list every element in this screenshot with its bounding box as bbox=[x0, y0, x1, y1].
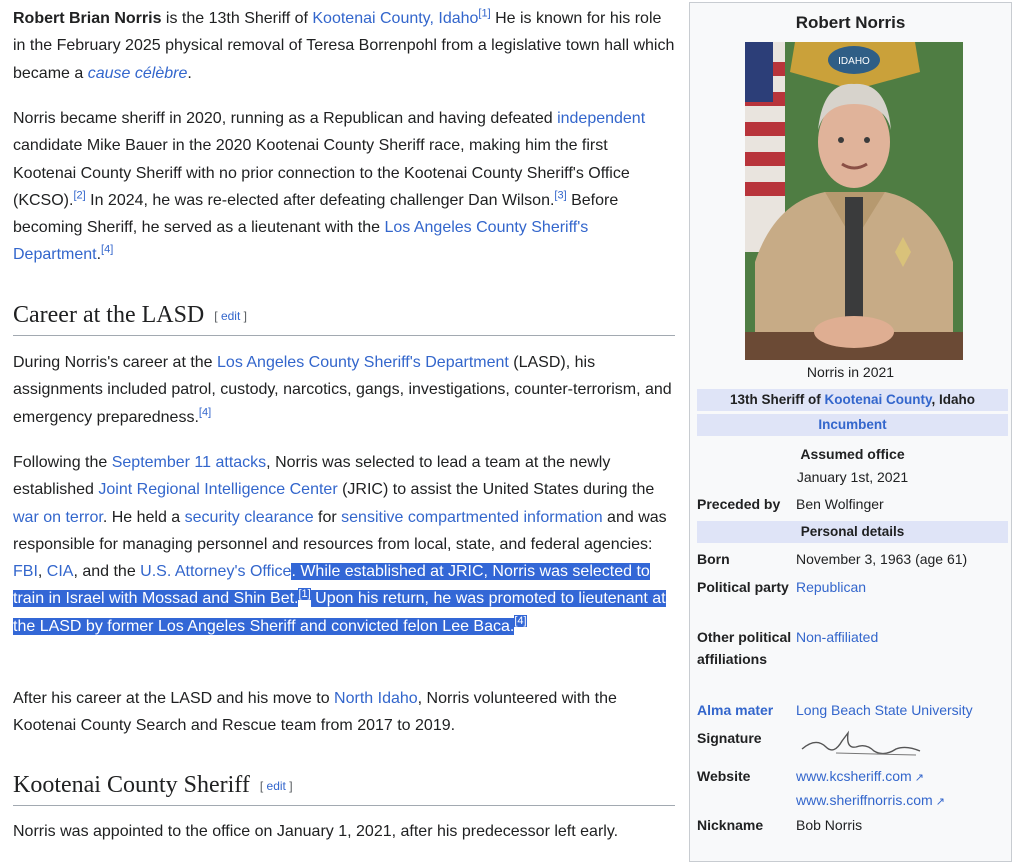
office-header bbox=[697, 389, 1008, 411]
assumed-office-date: January 1st, 2021 bbox=[796, 469, 909, 485]
link-north-idaho[interactable]: North Idaho bbox=[334, 690, 418, 707]
born-label: Born bbox=[697, 551, 730, 567]
section-heading-kootenai-sheriff bbox=[13, 770, 675, 806]
section-heading-career bbox=[13, 300, 675, 336]
link-lasd[interactable]: Los Angeles County Sheriff's Department bbox=[13, 219, 589, 264]
text: . bbox=[187, 64, 192, 82]
text: Norris became sheriff in 2020, running as a Republican and having defeated bbox=[13, 110, 558, 127]
heading-text: Career at the LASD bbox=[13, 302, 205, 328]
citation-1b[interactable]: [1] bbox=[298, 588, 311, 601]
link-kcsheriff[interactable]: www.kcsheriff.com bbox=[796, 768, 912, 784]
citation-4c[interactable]: [4] bbox=[514, 615, 527, 628]
website-label: Website bbox=[697, 768, 751, 784]
signature-image bbox=[796, 727, 1008, 767]
text: Following the bbox=[13, 454, 112, 471]
link-jric[interactable]: Joint Regional Intelligence Center bbox=[98, 481, 338, 499]
preceded-value: Ben Wolfinger bbox=[796, 496, 884, 512]
text: , bbox=[37, 563, 47, 581]
nickname-value: Bob Norris bbox=[796, 817, 863, 833]
paragraph-intro bbox=[13, 5, 675, 87]
text: He is known for his role in the February 2025 physical removal of Teresa Borrenpohl from a legislative town hall which became a bbox=[13, 10, 675, 82]
paragraph-jric bbox=[13, 449, 675, 640]
edit-section bbox=[260, 779, 293, 793]
other-label: Other political affiliations bbox=[697, 629, 792, 667]
text: (JRIC) to assist the United States during the bbox=[337, 481, 655, 499]
link-alma-mater[interactable]: Alma mater bbox=[697, 702, 774, 718]
text: candidate Mike Bauer in the 2020 Kootenai County Sheriff race, making him the first Kootenai County Sheriff with no prior connection to the Kootenai County Sheriff's Office (KCSO). bbox=[13, 137, 630, 209]
assumed-office-label: Assumed office bbox=[800, 446, 905, 462]
preceded-label: Preceded by bbox=[697, 496, 781, 512]
text: During Norris's career at the bbox=[13, 354, 218, 371]
external-link-icon: ↗ bbox=[911, 772, 924, 784]
link-security-clearance[interactable]: security clearance bbox=[184, 508, 314, 526]
born-value: November 3, 1963 (age 61) bbox=[796, 551, 968, 567]
link-kootenai-county[interactable]: Kootenai County bbox=[824, 392, 932, 407]
paragraph-appointed bbox=[13, 818, 675, 845]
portrait-photo[interactable] bbox=[745, 42, 963, 360]
link-incumbent[interactable]: Incumbent bbox=[818, 417, 887, 432]
link-kootenai-county-idaho[interactable]: Kootenai County, Idaho bbox=[312, 10, 479, 27]
text: , Norris was selected to lead a team at the newly established bbox=[13, 454, 611, 499]
link-fbi[interactable]: FBI bbox=[13, 563, 38, 581]
link-sci[interactable]: sensitive compartmented information bbox=[341, 508, 603, 526]
text: (LASD), his assignments included patrol, custody, narcotics, gangs, investigations, counter-terrorism, and emergency preparedness. bbox=[13, 354, 672, 426]
heading-text: Kootenai County Sheriff bbox=[13, 772, 250, 798]
link-sheriffnorris[interactable]: www.sheriffnorris.com bbox=[796, 792, 933, 808]
personal-details-band: Personal details bbox=[697, 521, 1008, 543]
portrait-illustration bbox=[745, 42, 963, 360]
edit-bracket: ] bbox=[240, 309, 247, 324]
link-lasd-2[interactable]: Los Angeles County Sheriff's Department bbox=[217, 354, 509, 371]
link-war-on-terror[interactable]: war on terror bbox=[13, 508, 103, 526]
link-cause-celebre[interactable]: cause célèbre bbox=[87, 64, 188, 82]
citation-4b[interactable]: [4] bbox=[198, 406, 212, 419]
signature-icon bbox=[796, 727, 926, 761]
party-label: Political party bbox=[697, 579, 789, 595]
link-cia[interactable]: CIA bbox=[46, 563, 74, 581]
nickname-label: Nickname bbox=[697, 817, 764, 833]
link-long-beach-state[interactable]: Long Beach State University bbox=[796, 702, 973, 718]
edit-link-kootenai[interactable]: edit bbox=[266, 779, 286, 794]
link-republican[interactable]: Republican bbox=[796, 579, 867, 595]
signature-label: Signature bbox=[697, 730, 762, 746]
link-us-attorneys-office[interactable]: U.S. Attorney's Office bbox=[140, 563, 292, 581]
text: Before becoming Sheriff, he served as a lieutenant with the bbox=[13, 191, 619, 237]
external-link-icon: ↗ bbox=[932, 796, 945, 808]
badge-text: IDAHO bbox=[838, 56, 870, 67]
text: and was responsible for managing personnel and resources from local, state, and federal agencies: bbox=[13, 508, 667, 553]
edit-bracket: [ bbox=[259, 779, 267, 794]
text: In 2024, he was re-elected after defeating challenger Dan Wilson. bbox=[85, 191, 555, 209]
infobox bbox=[689, 2, 1012, 862]
text: for bbox=[313, 508, 342, 526]
text: is the 13th Sheriff of bbox=[161, 10, 313, 27]
paragraph-north-idaho bbox=[13, 685, 675, 740]
photo-caption: Norris in 2021 bbox=[806, 364, 895, 380]
link-non-affiliated[interactable]: Non-affiliated bbox=[796, 629, 879, 645]
edit-link-career[interactable]: edit bbox=[220, 309, 241, 324]
link-september-11[interactable]: September 11 attacks bbox=[111, 454, 267, 471]
text: After his career at the LASD and his move to bbox=[13, 690, 335, 707]
selected-text-2[interactable]: Upon his return, he was promoted to lieutenant at the LASD by former Los Angeles Sheriff and convicted felon Lee Baca. bbox=[13, 590, 666, 635]
citation-3[interactable]: [3] bbox=[554, 189, 567, 202]
incumbent-band bbox=[697, 414, 1008, 436]
citation-4[interactable]: [4] bbox=[101, 244, 114, 257]
text: , and the bbox=[73, 563, 141, 581]
text: , Norris volunteered with the Kootenai County Search and Rescue team from 2017 to 2019. bbox=[13, 690, 617, 735]
text: Norris was appointed to the office on January 1, 2021, after his predecessor left early. bbox=[13, 823, 619, 840]
paragraph-sheriff bbox=[13, 105, 675, 269]
selected-text-1[interactable]: . While established at JRIC, Norris was selected to train in Israel with Mossad and Shin Bet. bbox=[13, 563, 650, 608]
citation-2[interactable]: [2] bbox=[73, 189, 86, 202]
citation-1[interactable]: [1] bbox=[478, 7, 491, 20]
paragraph-career bbox=[13, 349, 675, 431]
text: . bbox=[96, 246, 102, 264]
subject-name: Robert Brian Norris bbox=[13, 10, 162, 27]
infobox-title: Robert Norris bbox=[795, 13, 906, 32]
text: . He held a bbox=[102, 508, 185, 526]
edit-bracket: ] bbox=[285, 779, 293, 794]
office-suffix: , Idaho bbox=[931, 392, 975, 407]
website-links bbox=[796, 765, 1008, 813]
link-independent[interactable]: independent bbox=[557, 110, 646, 127]
edit-bracket: [ bbox=[214, 309, 221, 324]
edit-section bbox=[214, 309, 247, 323]
office-prefix: 13th Sheriff of bbox=[729, 392, 825, 407]
